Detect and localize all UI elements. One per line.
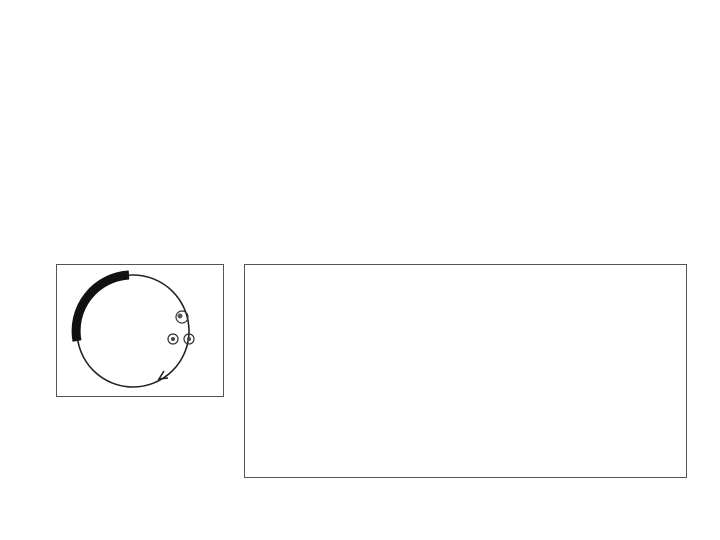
cycle-svg: [57, 265, 223, 396]
daughter-cell-nucleus-icon: [171, 337, 175, 341]
linear-dna-content-chart: [244, 264, 687, 478]
s-phase-arc: [76, 275, 129, 341]
chart-svg: [245, 265, 686, 477]
mitosis-cell-nucleus-icon: [178, 314, 183, 319]
daughter-cell-nucleus-icon: [187, 337, 191, 341]
ring-cell-cycle-diagram: [56, 264, 224, 397]
